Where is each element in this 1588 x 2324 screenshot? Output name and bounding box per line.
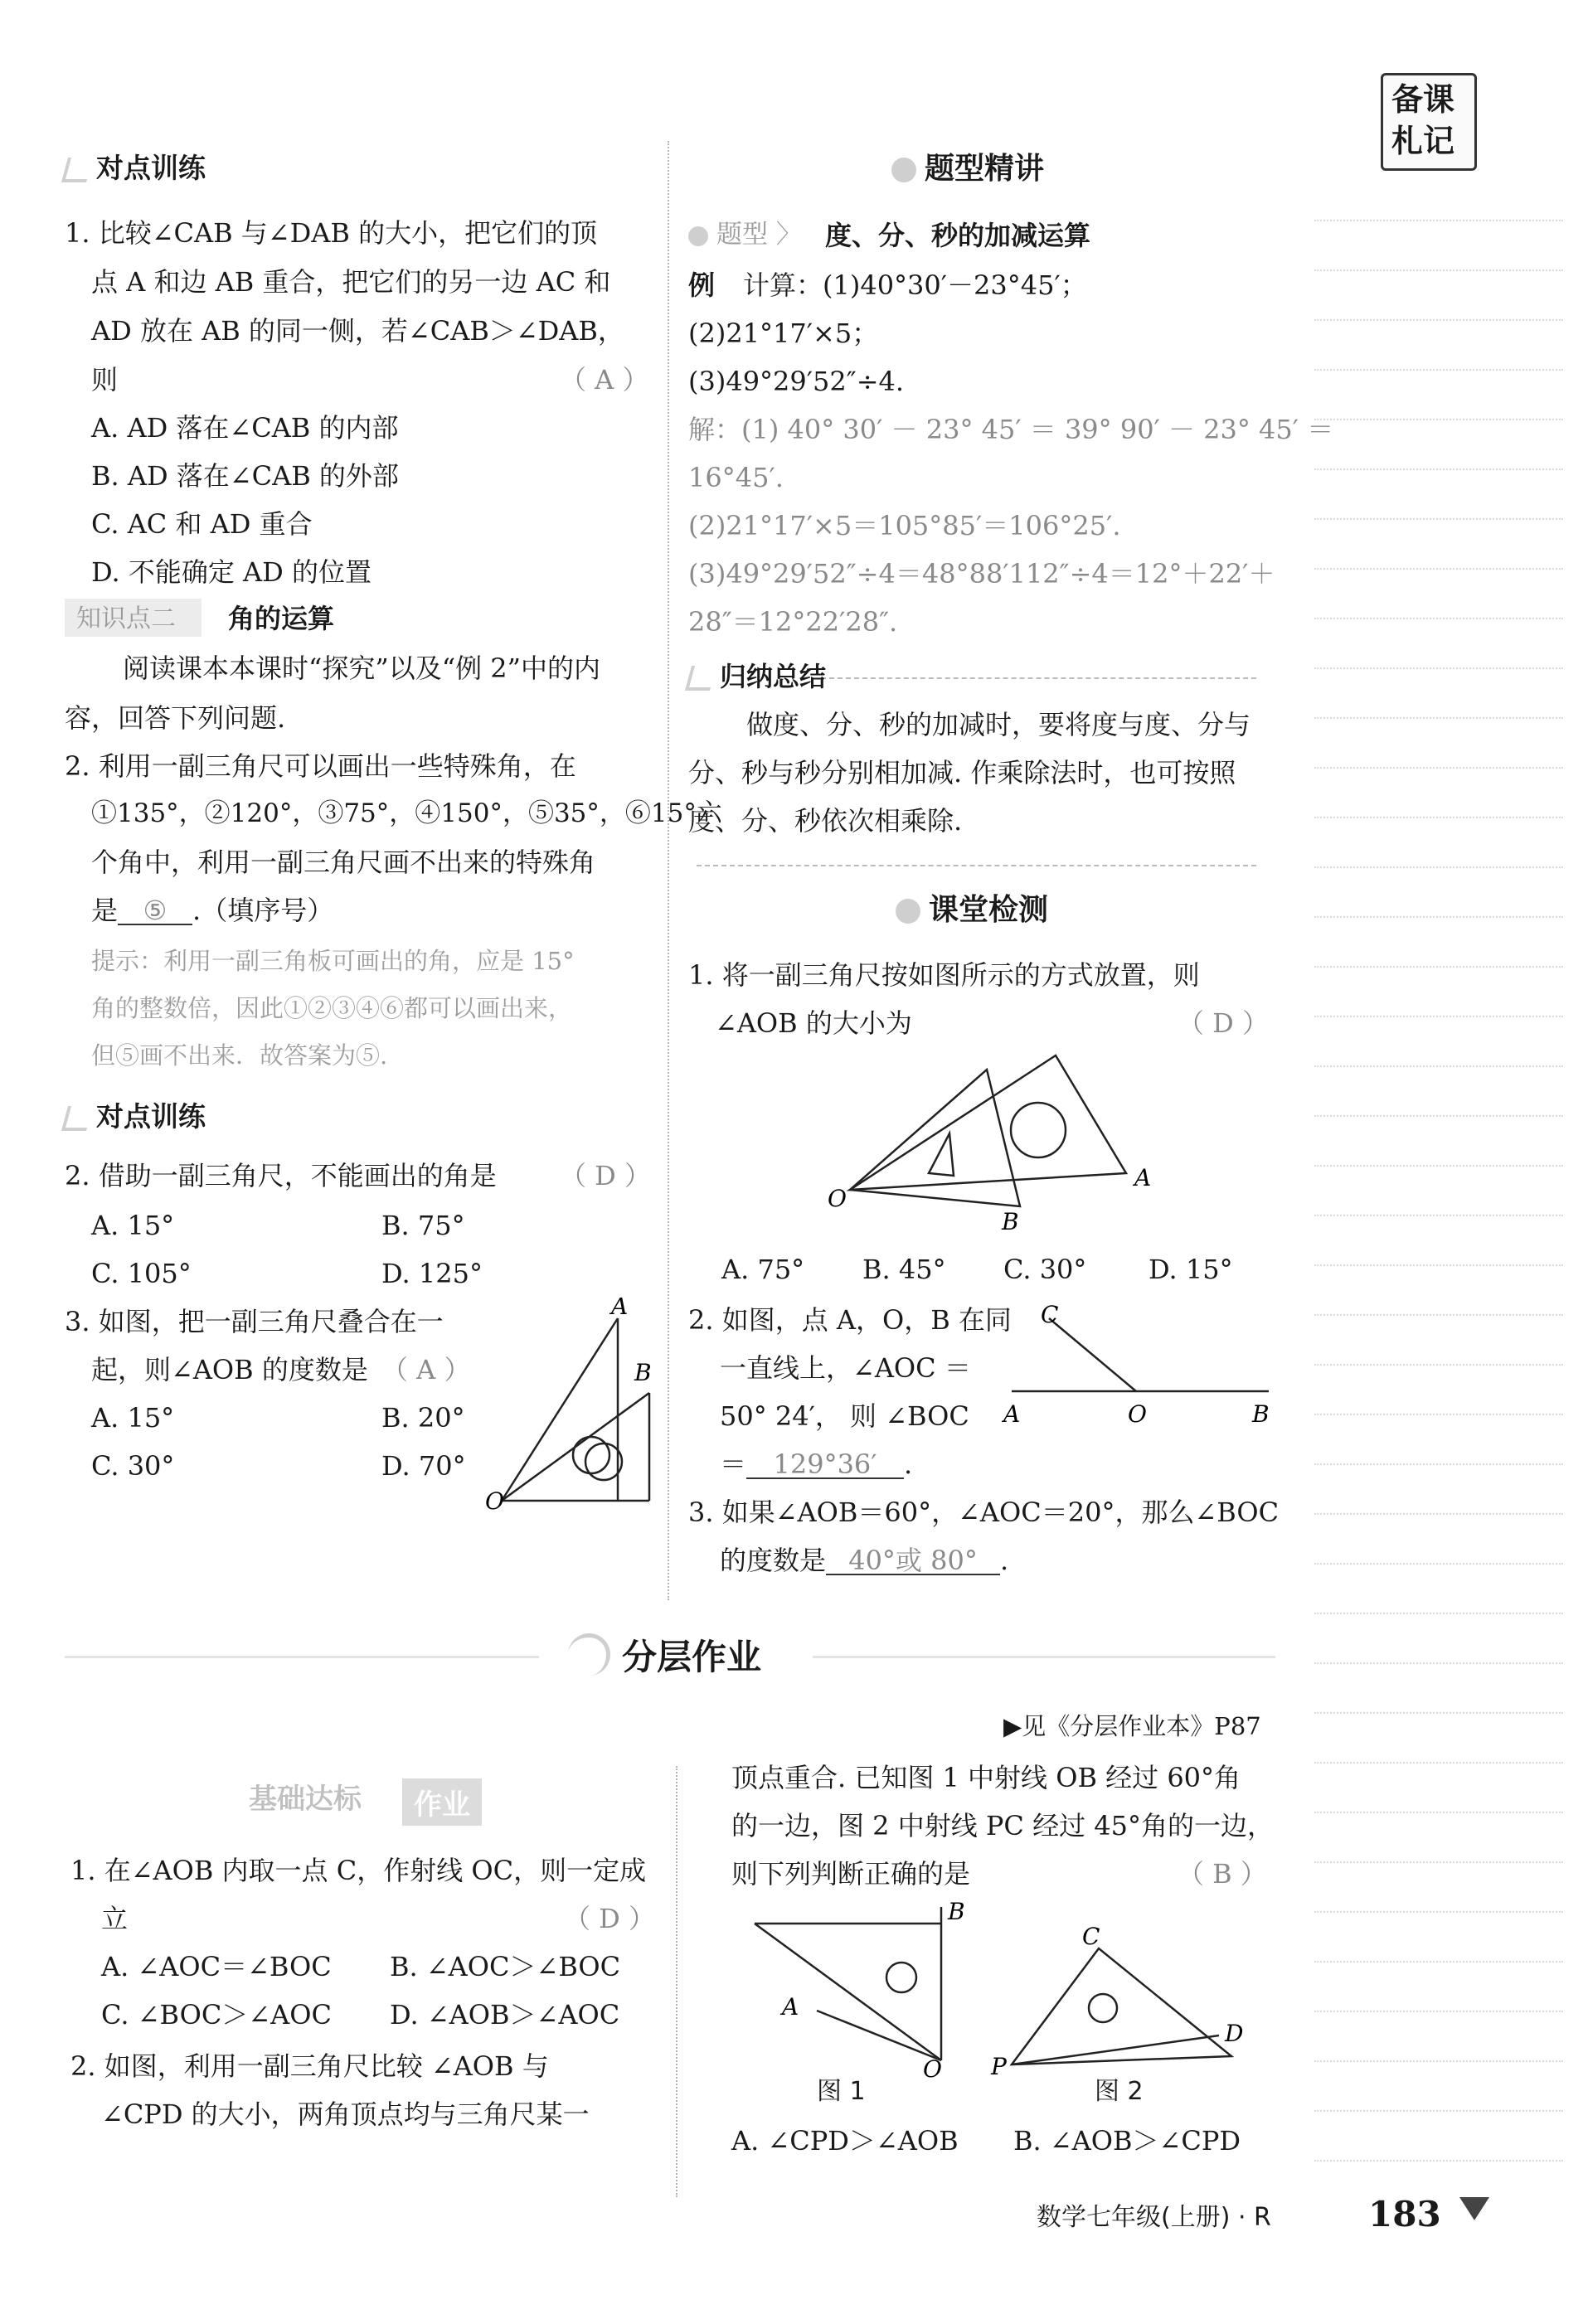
c3-line1: 3. 如果∠AOB＝60°，∠AOC＝20°，那么∠BOC (688, 1497, 1280, 1528)
solution-line3: (2)21°17′×5＝105°85′＝106°25′. (688, 510, 1121, 541)
read-line2: 容，回答下列问题. (65, 702, 286, 734)
c1-line1: 1. 将一副三角尺按如图所示的方式放置，则 (688, 959, 1200, 991)
corner-tag-line2: 札记 (1391, 123, 1455, 159)
h2-figure-2 (983, 1915, 1269, 2081)
summary-title: 归纳总结 (688, 663, 826, 691)
q4-option-c: C. 30° (91, 1450, 175, 1482)
q1-option-b: B. AD 落在∠CAB 的外部 (91, 460, 399, 492)
pencil-icon (685, 666, 716, 691)
h2cont-line1: 顶点重合. 已知图 1 中射线 OB 经过 60°角 (731, 1762, 1241, 1793)
pencil-icon (61, 158, 93, 182)
c2-line2: 一直线上，∠AOC ＝ (720, 1352, 971, 1384)
solution-line1: 解：(1) 40° 30′ － 23° 45′ ＝ 39° 90′ － 23° 45′ ＝ (688, 414, 1334, 445)
q4-label-b: B (634, 1359, 652, 1386)
q1-answer: （ A ） (560, 364, 649, 395)
h1-answer: （ D ） (564, 1903, 656, 1934)
h2-fig2-label-c: C (1082, 1923, 1100, 1950)
tag-basic: 基础达标 (249, 1783, 362, 1816)
h2-fig2-label-p: P (991, 2053, 1007, 2080)
h2cont-answer: （ B ） (1178, 1858, 1267, 1890)
q4-line1: 3. 如图，把一副三角尺叠合在一 (65, 1306, 444, 1337)
column-divider-lower (676, 1766, 677, 2197)
h2-figure-1-caption: 图 1 (817, 2077, 866, 2106)
solution-line2: 16°45′. (688, 462, 784, 493)
h2-figure-2-caption: 图 2 (1095, 2077, 1144, 2106)
example-line3: (3)49°29′52″÷4. (688, 366, 905, 397)
read-line1: 阅读课本本课时“探究”以及“例 2”中的内 (123, 653, 600, 684)
c1-label-b: B (1002, 1208, 1019, 1231)
q4-label-a: A (611, 1298, 629, 1320)
hint-line3: 但⑤画不出来．故答案为⑤. (91, 1041, 388, 1070)
q2-line3: 个角中，利用一副三角尺画不出来的特殊角 (91, 847, 596, 878)
c2-label-c: C (1041, 1302, 1059, 1328)
h2cont-line2: 的一边，图 2 中射线 PC 经过 45°角的一边， (731, 1810, 1274, 1841)
knowledge-point-2-title: 角的运算 (228, 603, 335, 634)
pencil-icon (61, 1106, 93, 1131)
c1-line2: ∠AOB 的大小为 (715, 1007, 912, 1039)
solution-line5: 28″＝12°22′28″. (688, 606, 898, 638)
q3-option-b: B. 75° (381, 1210, 465, 1241)
homework-reference: ▶见《分层作业本》P87 (1003, 1712, 1261, 1740)
c2-line4 (720, 1448, 913, 1480)
h2-fig1-label-o: O (923, 2055, 942, 2083)
hint-line2: 角的整数倍，因此①②③④⑥都可以画出来， (91, 994, 573, 1022)
q4-option-b: B. 20° (381, 1402, 465, 1434)
c1-option-b: B. 45° (862, 1254, 946, 1285)
q3-option-d: D. 125° (381, 1258, 483, 1289)
q3-answer: （ D ） (560, 1160, 652, 1191)
homework-swirl-icon (568, 1633, 610, 1676)
type-title: 度、分、秒的加减运算 (825, 220, 1091, 251)
q2-suffix: .（填序号） (192, 895, 334, 926)
h1-option-a: A. ∠AOC＝∠BOC (101, 1951, 332, 1982)
c2-suffix: . (904, 1448, 913, 1480)
q2-line2: ①135°，②120°，③75°，④150°，⑤35°，⑥15°六 (91, 798, 722, 828)
h2-figure-1 (742, 1895, 983, 2094)
h2-line1: 2. 如图，利用一副三角尺比较 ∠AOB 与 (70, 2050, 549, 2082)
knowledge-point-2-tag: 知识点二 (76, 604, 176, 633)
c2-prefix: ＝ (720, 1448, 747, 1480)
type-tag: 题型 〉 (688, 222, 802, 248)
q1-option-c: C. AC 和 AD 重合 (91, 508, 313, 540)
q2-line4 (91, 897, 333, 925)
c1-option-a: A. 75° (721, 1254, 805, 1285)
h1-line1: 1. 在∠AOB 内取一点 C，作射线 OC，则一定成 (70, 1855, 647, 1886)
solution-line4: (3)49°29′52″÷4＝48°88′112″÷4＝12°＋22′＋ (688, 558, 1275, 589)
q3-option-c: C. 105° (91, 1258, 192, 1289)
h2cont-option-a: A. ∠CPD＞∠AOB (731, 2125, 959, 2157)
example-label: 例 (688, 269, 716, 301)
q3-option-a: A. 15° (91, 1210, 175, 1241)
c2-figure (995, 1302, 1277, 1426)
summary-line1: 做度、分、秒的加减时，要将度与度、分与 (746, 709, 1251, 740)
heading-practice-1: 对点训练 (65, 154, 206, 182)
c2-label-o: O (1128, 1400, 1147, 1426)
section-title-class-test: 课堂检测 (896, 895, 1048, 925)
h2-fig2-label-d: D (1225, 2020, 1244, 2047)
c3-line2 (720, 1547, 1008, 1575)
c2-answer-blank: 129°36′ (746, 1451, 904, 1479)
example-line1: 计算：(1)40°30′－23°45′； (743, 269, 1087, 301)
q4-figure (485, 1298, 659, 1513)
q4-label-o: O (485, 1487, 504, 1513)
c2-label-a: A (1003, 1400, 1021, 1426)
q1-option-d: D. 不能确定 AD 的位置 (91, 556, 372, 588)
h2-line2: ∠CPD 的大小，两角顶点均与三角尺某一 (101, 2098, 590, 2130)
h1-option-d: D. ∠AOB＞∠AOC (390, 1999, 620, 2030)
c2-label-b: B (1252, 1400, 1270, 1426)
column-divider (668, 141, 669, 1600)
h2cont-option-b: B. ∠AOB＞∠CPD (1013, 2125, 1241, 2157)
notes-corner-tag (1381, 73, 1477, 171)
summary-line2: 分、秒与秒分别相加减. 作乘除法时，也可按照 (688, 757, 1236, 788)
c3-answer-blank: 40°或 80° (826, 1547, 1000, 1575)
c1-option-c: C. 30° (1003, 1254, 1087, 1285)
q4-answer: （ A ） (381, 1354, 471, 1385)
q1-line4: 则 (91, 364, 119, 395)
c1-answer: （ D ） (1178, 1007, 1270, 1039)
c3-suffix: . (1000, 1545, 1009, 1576)
summary-line3: 度、分、秒依次相乘除. (688, 805, 963, 837)
q1-line3: AD 放在 AB 的同一侧，若∠CAB＞∠DAB， (91, 315, 624, 347)
homework-title: 分层作业 (622, 1637, 762, 1677)
target-icon (688, 226, 708, 246)
q4-option-d: D. 70° (381, 1450, 466, 1482)
c1-label-a: A (1134, 1164, 1152, 1191)
h1-line2: 立 (101, 1903, 129, 1934)
c2-line3: 50° 24′， 则 ∠BOC (720, 1400, 969, 1432)
q1-line2: 点 A 和边 AB 重合，把它们的另一边 AC 和 (91, 266, 611, 298)
q3-stem: 2. 借助一副三角尺，不能画出的角是 (65, 1160, 497, 1191)
c3-prefix: 的度数是 (720, 1545, 827, 1576)
hint-line1: 提示：利用一副三角板可画出的角，应是 15° (91, 947, 575, 975)
section-icon (896, 899, 920, 924)
c1-option-d: D. 15° (1149, 1254, 1233, 1285)
section-title-type-explain: 题型精讲 (891, 154, 1044, 184)
c1-figure (821, 1041, 1169, 1231)
h2-fig1-label-b: B (948, 1898, 965, 1925)
c1-label-o: O (828, 1185, 847, 1212)
q4-line2: 起，则∠AOB 的度数是 (91, 1354, 368, 1385)
tag-homework: 作业 (402, 1778, 482, 1826)
q4-option-a: A. 15° (91, 1402, 175, 1434)
h2-fig1-label-a: A (782, 1993, 799, 2021)
q1-option-a: A. AD 落在∠CAB 的内部 (91, 412, 399, 444)
h2cont-line3: 则下列判断正确的是 (731, 1858, 971, 1890)
section-icon (891, 158, 916, 182)
q2-line1: 2. 利用一副三角尺可以画出一些特殊角，在 (65, 750, 576, 782)
q1-line1: 1. 比较∠CAB 与∠DAB 的大小，把它们的顶 (65, 217, 598, 249)
h1-option-b: B. ∠AOC＞∠BOC (390, 1951, 621, 1982)
footer-book-title: 数学七年级(上册) · R (1037, 2203, 1271, 2232)
page-number: 183 (1368, 2194, 1441, 2234)
c2-line1: 2. 如图，点 A，O，B 在同 (688, 1304, 1012, 1336)
heading-practice-2: 对点训练 (65, 1103, 206, 1131)
corner-tag-line1: 备课 (1391, 81, 1455, 118)
example-line2: (2)21°17′×5； (688, 318, 879, 349)
q2-answer-blank: ⑤ (118, 897, 192, 925)
q2-prefix: 是 (91, 895, 119, 926)
h1-option-c: C. ∠BOC＞∠AOC (101, 1999, 332, 2030)
footer-arrow-icon (1459, 2197, 1489, 2220)
